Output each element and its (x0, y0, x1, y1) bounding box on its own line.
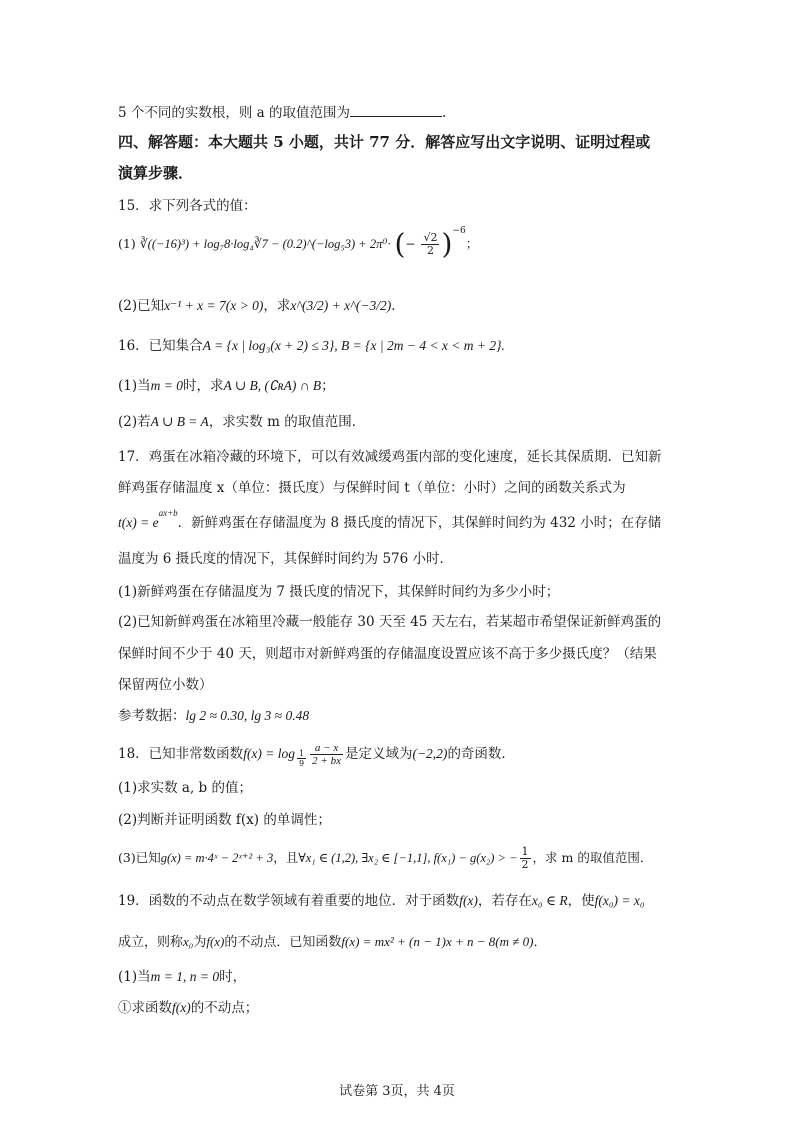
q16-part1 (118, 376, 676, 396)
text: 是定义域为 (344, 746, 413, 762)
math-expr: f(x) = mx² + (n − 1)x + n − 8(m ≠ 0) (341, 934, 534, 949)
text: ； (321, 378, 335, 394)
math-expr: A ∪ B = A (150, 414, 209, 429)
math-expr: A ∪ B, (∁ʀA) ∩ B (223, 378, 322, 393)
math-expr: f(x) (206, 934, 225, 949)
q17-part1: (1)新鲜鸡蛋在存储温度为 7 摄氏度的情况下，其保鲜时间约为多少小时； (118, 584, 560, 600)
text: 的不动点．已知函数 (224, 935, 342, 950)
q16-title (118, 336, 676, 356)
q19-text-1 (118, 891, 676, 911)
continuation-line (118, 102, 676, 123)
q15-part2 (118, 296, 676, 316)
answer-blank (350, 102, 442, 117)
q17-part2-b: 保鲜时间不少于 40 天，则超市对新鲜鸡蛋的存储温度设置应该不高于多少摄氏度？（结果 (118, 646, 657, 662)
q18-title (118, 742, 676, 768)
text: ，求 (263, 298, 291, 314)
text: ①求函数 (118, 1000, 172, 1016)
exponent: −6 (452, 225, 466, 236)
log-base-fraction: $\frac{1}{9}$ (299, 749, 305, 768)
q19-text-2 (118, 932, 676, 953)
text: (1) (118, 236, 136, 251)
text: ，且 (273, 850, 299, 865)
math-expr: ∀x₁ ∈ (1,2), ∃x₂ ∈ [−1,1], f(x₁) − g(x₂) > − (298, 851, 518, 865)
math-expr: A = {x | log₃(x + 2) ≤ 3}, B = {x | 2m − 4 < x < m + 2}. (202, 338, 505, 353)
math-expr: f(x) = log (243, 746, 296, 761)
text: (2)已知 (118, 298, 165, 314)
math-expr: f(x) (172, 1000, 191, 1015)
math-expr: g(x) = m·4ˣ − 2ˣ⁺² + 3 (160, 851, 274, 865)
math-expr: t(x) = e (118, 515, 159, 530)
text: 的不动点； (190, 1000, 259, 1016)
fraction: $\frac{1}{2}$ (521, 845, 529, 871)
paren-left: ( (394, 227, 406, 261)
q15-part1: (1) ∛((−16)³) + log₇8·log₄∛7 − (0.2)^(−log₅3) + 2π⁰· (− $\frac{√2}{2}$ )$^{-6}$； (118, 225, 479, 261)
text: 成立，则称 (118, 935, 184, 950)
math-expr: m = 1, n = 0 (150, 969, 220, 984)
section-heading-cont: 演算步骤． (118, 164, 194, 182)
math-expr: x⁻¹ + x = 7(x > 0) (164, 298, 264, 313)
math-expr: x^(3/2) + x^(−3/2) (290, 298, 392, 313)
text: (1)当 (118, 969, 151, 985)
text: 5 个不同的实数根，则 a 的取值范围为 (118, 105, 351, 121)
text: 为 (193, 935, 207, 950)
exponent: ax+b (158, 507, 178, 518)
q19-part1 (118, 967, 676, 987)
text: 时，求 (182, 378, 224, 394)
text: (1)当 (118, 378, 151, 394)
q17-part2-c: 保留两位小数） (118, 677, 213, 693)
q17-part2-a: (2)已知新鲜鸡蛋在冰箱里冷藏一般能存 30 天至 45 天左右，若某超市希望保证新鲜鸡蛋的 (118, 614, 662, 630)
text: ，求实数 m 的取值范围． (208, 414, 366, 430)
q17-text-1: 17．鸡蛋在冰箱冷藏的环境下，可以有效减缓鸡蛋内部的变化速度，延长其保质期．已知新 (118, 449, 662, 465)
q17-text-3 (118, 507, 676, 533)
math-expr: ∛((−16)³) + log₇8·log₄∛7 − (0.2)^(−log₅3) + 2π⁰· (139, 237, 391, 251)
q17-text-2: 鲜鸡蛋存储温度 x（单位：摄氏度）与保鲜时间 t（单位：小时）之间的函数关系式为 (118, 480, 626, 496)
text: 19．函数的不动点在数学领域有着重要的地位．对于函数 (118, 893, 460, 909)
q18-part3 (118, 846, 676, 871)
fraction: $\frac{a - x}{2 + bx}$ (312, 742, 341, 767)
text: (2)若 (118, 414, 151, 430)
text: ． (533, 935, 547, 950)
math-expr: x₀ (183, 934, 194, 949)
text: ． (391, 298, 405, 314)
math-expr: lg 2 ≈ 0.30, lg 3 ≈ 0.48 (185, 708, 310, 723)
q17-text-4: 温度为 6 摄氏度的情况下，其保鲜时间约为 576 小时． (118, 551, 454, 567)
math-expr: f(x₀) = x₀ (594, 893, 645, 908)
q19-part1-a (118, 998, 676, 1018)
text: ，使 (567, 893, 595, 909)
text: (3)已知 (118, 850, 161, 865)
math-expr: m = 0 (150, 378, 183, 393)
q17-reference (118, 706, 676, 726)
text: 16．已知集合 (118, 338, 203, 354)
paren-right: ) (441, 227, 453, 261)
text: 时， (219, 969, 247, 985)
text: 18．已知非常数函数 (118, 746, 244, 762)
q18-part2: (2)判断并证明函数 f(x) 的单调性； (118, 812, 331, 828)
q15-title: 15．求下列各式的值： (118, 198, 257, 214)
math-expr: (−2,2) (412, 746, 448, 761)
text: ； (465, 236, 479, 251)
text: ．新鲜鸡蛋在存储温度为 8 摄氏度的情况下，其保鲜时间约为 432 小时；在存储 (177, 515, 662, 531)
math-expr: f(x) (459, 893, 478, 908)
q18-part1: (1)求实数 a, b 的值； (118, 780, 252, 796)
page-footer: 试卷第 3页，共 4页 (339, 1084, 455, 1099)
text: ，若存在 (477, 893, 532, 909)
text: . (442, 105, 447, 121)
math-expr: x₀ ∈ R (531, 893, 568, 908)
q16-part2 (118, 412, 676, 432)
text: 的奇函数． (447, 746, 515, 762)
section-heading: 四、解答题：本大题共 5 小题，共计 77 分．解答应写出文字说明、证明过程或 (118, 133, 651, 151)
text: 参考数据： (118, 708, 186, 724)
fraction: $\frac{√2}{2}$ (423, 231, 438, 257)
text: ，求 m 的取值范围． (532, 850, 653, 865)
